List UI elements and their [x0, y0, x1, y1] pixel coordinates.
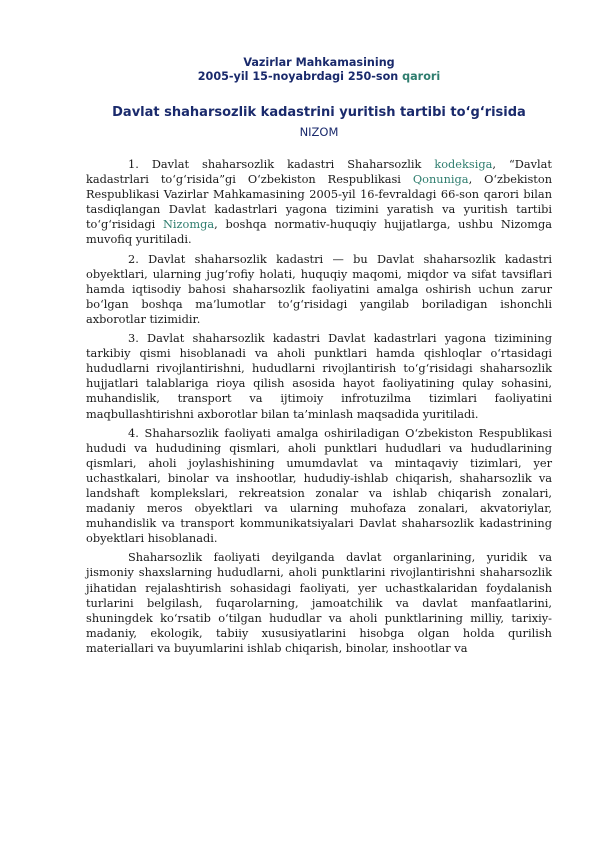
header-line-1: Vazirlar Mahkamasining: [243, 56, 395, 69]
regulation-link[interactable]: Nizomga: [162, 217, 215, 232]
code-link[interactable]: kodeksiga: [434, 157, 493, 171]
paragraph-1-text-c: , O‘zbekiston Respublikasi Vazirlar Mahkamasining 2005-yil 16-fevraldagi 66-son qarori bilan tasdiqlangan Davlat kadastrlari yagona tizimini yaratish va yuritish tartibi to‘g‘risidagi: [86, 172, 552, 232]
header-line-2-text: 2005-yil 15-noyabrdagi 250-son: [197, 70, 403, 83]
header-line-2: [86, 70, 552, 84]
paragraph-4: 4. Shaharsozlik faoliyati amalga oshiriladigan O‘zbekiston Respublikasi hududi va hududining qismlari, aholi punktlari hududlari va hududlarining qismlari, aholi joylashishining umumdavlat va mintaqaviy tizimlari, yer uchastkalari, binolar va inshootlar, hududiy-ishlab chiqarish, shaharsozlik va landshaft komplekslari, rekreatsion zonalar va ishlab chiqarish zonalari, madaniy meros obyektlari va ularning muhofaza zonalari, akvatoriylar, muhandislik va transport kommunikatsiyalari Davlat shaharsozlik kadastrining obyektlari hisoblanadi.: [86, 425, 552, 546]
paragraph-1-text-d: , boshqa normativ-huquqiy hujjatlarga, ushbu Nizomga muvofiq yuritiladi.: [86, 217, 552, 247]
paragraph-1-text-a: 1. Davlat shaharsozlik kadastri Shaharsozlik: [128, 157, 435, 171]
document-body: [86, 157, 552, 656]
document-subtitle: NIZOM: [299, 125, 339, 139]
paragraph-5: Shaharsozlik faoliyati deyilganda davlat organlarining, yuridik va jismoniy shaxslarning hududlarni, aholi punktlarini rivojlantirishni shaharsozlik jihatidan rejalashtirish sohasidagi faoliyati, yer uchastkalaridan foydalanish turlarini belgilash, fuqarolarning, jamoatchilik va davlat manfaatlarini, shuningdek ko‘rsatib o‘tilgan hududlar va aholi punktlarining milliy, tarixiy-madaniy, ekologik, tabiiy xususiyatlarini hisobga olgan holda qurilish materiallari va buyumlarini ishlab chiqarish, binolar, inshootlar va: [86, 550, 552, 655]
law-link[interactable]: Qonuniga: [412, 172, 469, 187]
paragraph-2: 2. Davlat shaharsozlik kadastri — bu Davlat shaharsozlik kadastri obyektlari, ularning jug‘rofiy holati, huquqiy maqomi, miqdor va sifat tavsiflari hamda iqtisodiy bahosi shaharsozlik faoliyatini amalga oshirish uchun zarur bo‘lgan boshqa ma’lumotlar to‘g‘risidagi yangilab boriladigan ishonchli axborotlar tizimidir.: [86, 251, 552, 326]
document-title: Davlat shaharsozlik kadastrini yuritish tartibi to‘g‘risida: [112, 105, 526, 120]
document-header: [86, 56, 552, 84]
paragraph-3: 3. Davlat shaharsozlik kadastri Davlat kadastrlari yagona tizimining tarkibiy qismi hisoblanadi va aholi punktlari hamda qishloqlar o‘rtasidagi hududlarni rivojlantirishni, hududlarni rivojlantirish to‘g‘risidagi shaharsozlik hujjatlari talablariga rioya qilish asosida hayot faoliyatining qulay sohasini, muhandislik, transport va ijtimoiy infrotuzilma tizimlari faoliyatini maqbullashtirishni axborotlar bilan ta’minlash maqsadida yuritiladi.: [86, 331, 552, 421]
paragraph-1-text-b: , “Davlat kadastrlari to‘g‘risida”gi O‘zbekiston Respublikasi: [86, 157, 552, 187]
paragraph-1: [86, 157, 552, 248]
resolution-link[interactable]: qarori: [402, 70, 441, 83]
